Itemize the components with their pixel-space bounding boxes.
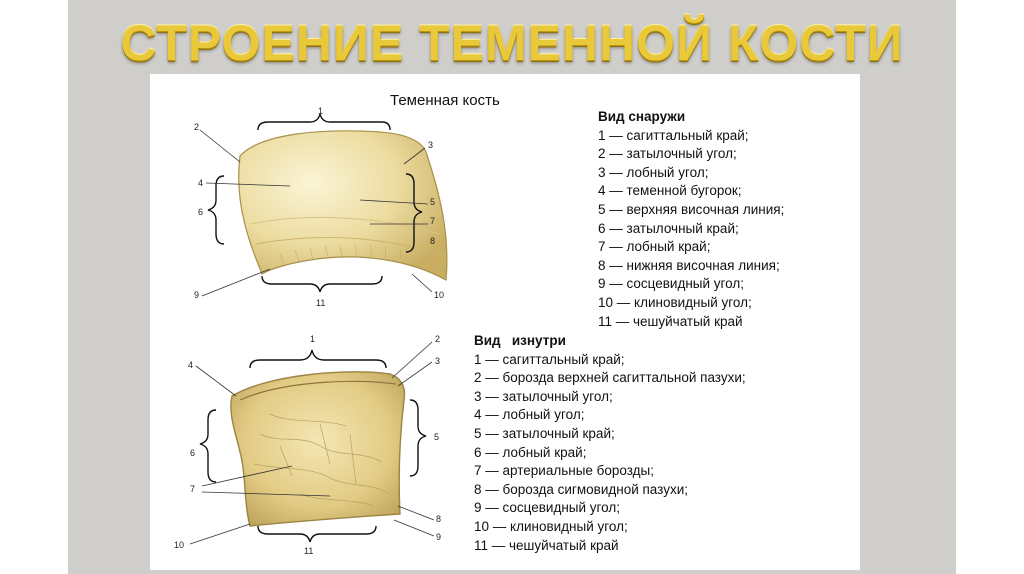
inner-callout-11: 11 xyxy=(304,546,314,556)
inner-legend-item: 10 — клиновидный угол; xyxy=(474,518,628,534)
outer-view-heading: Вид снаружи xyxy=(598,109,686,124)
inner-callout-8: 8 xyxy=(436,514,442,524)
slide-frame xyxy=(68,0,956,574)
outer-legend-item: 11 — чешуйчатый край xyxy=(598,313,743,329)
inner-legend-item: 5 — затылочный край; xyxy=(474,425,615,441)
outer-callout-2: 2 xyxy=(194,122,200,132)
inner-legend-item: 3 — затылочный угол; xyxy=(474,388,613,404)
outer-legend-item: 4 — теменной бугорок; xyxy=(598,183,742,199)
inner-callout-1: 1 xyxy=(310,334,316,344)
outer-callout-7: 7 xyxy=(430,216,436,226)
inner-callout-2: 2 xyxy=(435,334,441,344)
outer-callout-8: 8 xyxy=(430,236,436,246)
outer-callout-11: 11 xyxy=(316,298,326,308)
inner-callout-3: 3 xyxy=(435,356,441,366)
outer-legend-item: 7 — лобный край; xyxy=(598,239,711,255)
inner-legend-item: 4 — лобный угол; xyxy=(474,407,585,423)
inner-legend-item: 6 — лобный край; xyxy=(474,444,587,460)
outer-callout-3: 3 xyxy=(428,140,434,150)
inner-view-heading: Вид изнутри xyxy=(474,333,566,348)
outer-callout-6: 6 xyxy=(198,207,204,217)
inner-view-bone xyxy=(231,372,405,526)
figure-title: Теменная кость xyxy=(390,92,500,109)
inner-callout-10: 10 xyxy=(174,540,185,550)
outer-legend-item: 8 — нижняя височная линия; xyxy=(598,257,780,273)
inner-callout-7: 7 xyxy=(190,484,196,494)
inner-legend-item: 11 — чешуйчатый край xyxy=(474,537,619,553)
inner-callout-6: 6 xyxy=(190,448,196,458)
content-panel xyxy=(150,74,860,570)
inner-legend-item: 1 — сагиттальный край; xyxy=(474,351,625,367)
outer-callout-10: 10 xyxy=(434,290,445,300)
outer-callout-4: 4 xyxy=(198,178,204,188)
inner-legend-item: 7 — артериальные борозды; xyxy=(474,463,654,479)
inner-view-legend xyxy=(474,332,746,555)
inner-callout-5: 5 xyxy=(434,432,440,442)
outer-legend-item: 1 — сагиттальный край; xyxy=(598,127,749,143)
inner-callout-4: 4 xyxy=(188,360,194,370)
inner-legend-item: 2 — борозда верхней сагиттальной пазухи; xyxy=(474,370,746,386)
inner-legend-item: 8 — борозда сигмовидной пазухи; xyxy=(474,481,688,497)
outer-legend-item: 5 — верхняя височная линия; xyxy=(598,201,785,217)
outer-legend-item: 3 — лобный угол; xyxy=(598,164,709,180)
outer-callout-5: 5 xyxy=(430,197,436,207)
outer-callout-1: 1 xyxy=(318,106,324,116)
slide-title: СТРОЕНИЕ ТЕМЕННОЙ КОСТИ xyxy=(120,15,904,71)
inner-callout-9: 9 xyxy=(436,532,442,542)
outer-callout-9: 9 xyxy=(194,290,200,300)
outer-view-bone xyxy=(239,131,447,280)
outer-view-legend xyxy=(598,108,784,331)
outer-legend-item: 10 — клиновидный угол; xyxy=(598,294,752,310)
outer-legend-item: 9 — сосцевидный угол; xyxy=(598,276,745,292)
outer-legend-item: 6 — затылочный край; xyxy=(598,220,739,236)
outer-legend-item: 2 — затылочный угол; xyxy=(598,146,737,162)
inner-legend-item: 9 — сосцевидный угол; xyxy=(474,500,621,516)
